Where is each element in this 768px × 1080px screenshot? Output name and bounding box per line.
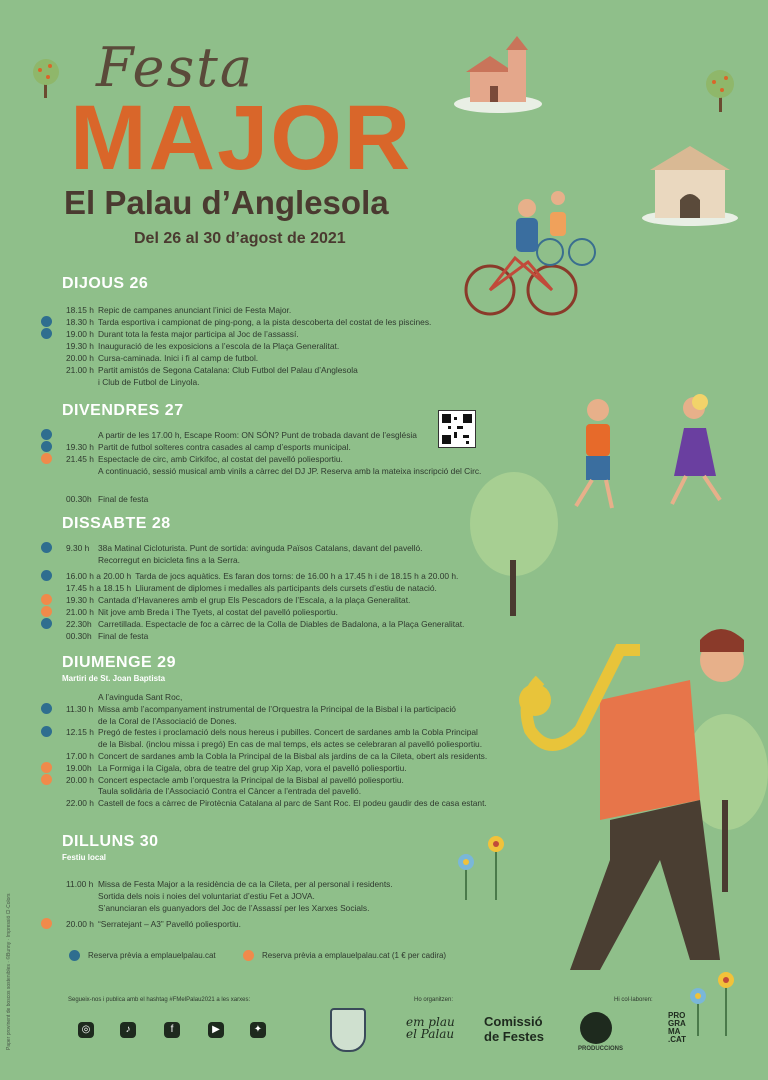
producciones-logo-icon xyxy=(580,1012,612,1044)
schedule-row xyxy=(66,543,423,553)
reserve-blue-icon xyxy=(41,542,52,553)
chapel-icon xyxy=(642,146,738,226)
row-time: 00.30h xyxy=(66,494,92,504)
schedule-row xyxy=(66,583,437,593)
twitter-icon[interactable]: ✦ xyxy=(250,1022,266,1038)
row-text: de la Bisbal. (inclou missa i pregó) En cas de mal temps, els actes se celebraran al pavelló poliesportiu. xyxy=(98,739,483,750)
schedule-row xyxy=(66,716,237,726)
row-time: 20.00 h xyxy=(66,919,94,929)
row-time: 19.30 h xyxy=(66,341,94,351)
row-text: “Serratejant – A3” Pavelló poliesportiu. xyxy=(98,919,241,929)
town-seal-icon xyxy=(330,1008,366,1052)
schedule-row xyxy=(66,631,148,641)
row-time: 19.30 h xyxy=(66,442,94,452)
major-title: MAJOR xyxy=(70,87,413,189)
schedule-row xyxy=(66,305,291,315)
row-time: 12.15 h xyxy=(66,727,94,738)
row-time: 22.00 h xyxy=(66,798,94,809)
row-text: Carretillada. Espectacle de foc a càrrec de la Colla de Diables de Badalona, a la Plaça Generalitat. xyxy=(98,619,465,629)
reserve-blue-icon xyxy=(41,703,52,714)
schedule-row xyxy=(66,903,369,913)
reserve-blue-icon xyxy=(41,441,52,452)
row-text: Repic de campanes anunciant l’inici de Festa Major. xyxy=(98,305,292,315)
row-time: 16.00 h a 20.00 h xyxy=(66,571,132,581)
row-text: Durant tota la festa major participa al Joc de l’assassí. xyxy=(98,329,299,339)
row-text: Final de festa xyxy=(98,494,149,504)
schedule-row xyxy=(66,442,351,452)
row-text: Pregó de festes i proclamació dels nous hereus i pubilles. Concert de sardanes amb la Cobla Principal xyxy=(98,727,478,738)
row-text: Espectacle de circ, amb Cirkifoc, al costat del pavelló poliesportiu. xyxy=(98,454,343,464)
row-text: Concert de sardanes amb la Cobla la Principal de la Bisbal als jardins de ca la Cileta, obert als residents. xyxy=(98,751,488,761)
row-time: 18.30 h xyxy=(66,317,94,327)
social-hashtag-text: Segueix-nos i publica amb el hashtag #FMelPalau2021 a les xarxes: xyxy=(68,997,251,1003)
legend-orange: Reserva prèvia a emplauelpalau.cat (1 € per cadira) xyxy=(262,951,447,960)
schedule-row xyxy=(66,365,358,375)
row-time: 00.30h xyxy=(66,631,92,641)
row-text: Recorregut en bicicleta fins a la Serra. xyxy=(98,555,240,565)
reserve-orange-icon xyxy=(41,762,52,773)
schedule-row xyxy=(66,430,417,440)
reserve-blue-icon xyxy=(41,618,52,629)
row-time: 21.45 h xyxy=(66,454,94,464)
schedule-row xyxy=(66,775,404,785)
row-text: Nit jove amb Breda i The Tyets, al costat del pavelló poliesportiu. xyxy=(98,607,338,617)
youtube-icon[interactable]: ▶ xyxy=(208,1022,224,1038)
reserve-blue-icon xyxy=(41,429,52,440)
row-time: 17.00 h xyxy=(66,751,94,761)
day-heading: DIVENDRES 27 xyxy=(62,402,184,419)
bicycle-icon xyxy=(466,191,595,314)
day-heading: DISSABTE 28 xyxy=(62,515,171,532)
tree-icon xyxy=(33,59,59,98)
day-subtitle: Martiri de St. Joan Baptista xyxy=(62,674,166,683)
collaborators-label: Hi col·laboren: xyxy=(614,997,653,1003)
row-text: Final de festa xyxy=(98,631,149,641)
day-subtitle: Festiu local xyxy=(62,853,107,862)
schedule-row xyxy=(66,353,258,363)
schedule-row xyxy=(66,798,487,808)
organizers-label: Ho organitzen: xyxy=(414,997,454,1003)
row-time: 20.00 h xyxy=(66,774,94,785)
reserve-orange-icon xyxy=(41,606,52,617)
legend-blue: Reserva prèvia a emplauelpalau.cat xyxy=(88,951,216,960)
schedule-row xyxy=(66,555,240,565)
facebook-icon[interactable]: f xyxy=(164,1022,180,1038)
dancer-icon xyxy=(672,394,720,504)
row-text: Partit amistós de Segona Catalana: Club Futbol del Palau d’Anglesola xyxy=(98,365,358,375)
reserve-blue-icon xyxy=(69,950,80,961)
row-text: S’anunciaran els guanyadors del Joc de l’Assassí per les Xarxes Socials. xyxy=(98,903,370,913)
schedule-row xyxy=(66,341,339,351)
qr-icon xyxy=(439,411,475,447)
row-text: de la Coral de l’Associació de Dones. xyxy=(98,715,237,726)
festa-title: Festa xyxy=(96,36,255,99)
day-heading: DIUMENGE 29 xyxy=(62,654,176,671)
row-text: La Formiga i la Cigala, obra de teatre del grup Xip Xap, vora el pavelló poliesportiu. xyxy=(98,762,407,773)
row-text: Cursa-caminada. Inici i fi al camp de futbol. xyxy=(98,353,259,363)
instagram-icon[interactable]: ◎ xyxy=(78,1022,94,1038)
row-time: 19.30 h xyxy=(66,595,94,605)
schedule-row xyxy=(66,571,458,581)
reserve-orange-icon xyxy=(41,453,52,464)
row-time: 17.45 h a 18.15 h xyxy=(66,583,132,593)
row-text: Missa amb l’acompanyament instrumental de l’Orquestra la Principal de la Bisbal i la participació xyxy=(98,703,456,714)
row-time: 21.00 h xyxy=(66,365,94,375)
schedule-row xyxy=(66,919,241,929)
schedule-row xyxy=(66,494,148,504)
schedule-row xyxy=(66,739,482,749)
comissio-line1: Comissió xyxy=(484,1014,543,1029)
side-credit-text: Paper provinent de boscos sostenibles · ©Bunny · Impressió Cl·Colors xyxy=(6,893,12,1050)
schedule-row xyxy=(66,692,182,702)
row-time: 19.00h xyxy=(66,762,92,773)
reserve-blue-icon xyxy=(41,570,52,581)
schedule-row xyxy=(66,879,393,889)
reserve-blue-icon xyxy=(41,328,52,339)
row-text: Taula solidària de l’Associació Contra el Càncer a l’entrada del pavelló. xyxy=(98,786,362,797)
schedule-row xyxy=(66,595,410,605)
row-text: Cantada d’Havaneres amb el grup Els Pescadors de l’Escala, a la plaça Generalitat. xyxy=(98,595,411,605)
row-text: Inauguració de les exposicions a l’escola de la Plaça Generalitat. xyxy=(98,341,340,351)
reserve-orange-icon xyxy=(41,774,52,785)
schedule-row xyxy=(66,704,456,714)
reserve-orange-icon xyxy=(41,918,52,929)
tiktok-icon[interactable]: ♪ xyxy=(120,1022,136,1038)
row-text: Castell de focs a càrrec de Pirotècnia Catalana al parc de Sant Roc. El podeu gaudir des de casa estant. xyxy=(98,798,487,809)
producciones-label: PRODUCCIONS xyxy=(578,1046,624,1052)
row-text: A continuació, sessió musical amb vinils a càrrec del DJ JP. Reserva amb la mateixa inscripció del Circ. xyxy=(98,466,482,476)
em-plau-logo: em plau el Palau xyxy=(406,1015,455,1041)
schedule-row xyxy=(66,466,481,476)
row-time: 19.00 h xyxy=(66,329,94,339)
programa-logo: PRO GRA MA .CAT xyxy=(668,1011,687,1044)
comissio-line2: de Festes xyxy=(484,1029,544,1044)
reserve-orange-icon xyxy=(41,594,52,605)
town-name: El Palau d’Anglesola xyxy=(64,184,389,221)
tree-icon xyxy=(706,70,734,112)
schedule-row xyxy=(66,763,407,773)
row-text: i Club de Futbol de Linyola. xyxy=(98,377,200,387)
schedule-row xyxy=(66,727,478,737)
row-time: 11.00 h xyxy=(66,879,94,889)
row-time: 9.30 h xyxy=(66,543,90,553)
row-time: 21.00 h xyxy=(66,607,94,617)
schedule-row xyxy=(66,607,338,617)
reserve-orange-icon xyxy=(243,950,254,961)
schedule-row xyxy=(66,891,315,901)
tree-icon xyxy=(470,472,558,616)
row-text: 38a Matinal Cicloturista. Punt de sortida: avinguda Països Catalans, davant del pavelló. xyxy=(98,543,423,553)
row-time: 20.00 h xyxy=(66,353,94,363)
schedule-row xyxy=(66,751,487,761)
row-text: Concert espectacle amb l’orquestra la Principal de la Bisbal al pavelló poliesportiu. xyxy=(98,774,404,785)
qr-code[interactable] xyxy=(438,410,476,448)
comissio-logo xyxy=(484,1014,544,1044)
row-text: Tarda de jocs aquàtics. Es faran dos torns: de 16.00 h a 17.45 h i de 18.15 h a 20.00 h. xyxy=(135,571,459,581)
church-icon xyxy=(454,36,542,113)
event-dates: Del 26 al 30 d’agost de 2021 xyxy=(134,230,346,247)
schedule-row xyxy=(66,454,343,464)
schedule-row xyxy=(66,786,361,796)
row-time: 22.30h xyxy=(66,619,92,629)
row-text: Lliurament de diplomes i medalles als participants dels cursets d’estiu de natació. xyxy=(135,583,437,593)
row-text: Sortida dels nois i noies del voluntariat d’estiu Fet a JOVA. xyxy=(98,891,315,901)
day-heading: DILLUNS 30 xyxy=(62,833,159,850)
row-time: 11.30 h xyxy=(66,703,94,714)
dancer-icon xyxy=(576,399,612,508)
row-text: A l’avinguda Sant Roc, xyxy=(98,692,183,702)
row-text: Partit de futbol solteres contra casades al camp d’esports municipal. xyxy=(98,442,351,452)
row-text: Missa de Festa Major a la residència de ca la Cileta, per al personal i residents. xyxy=(98,879,393,889)
schedule-row xyxy=(66,377,200,387)
schedule-row xyxy=(66,329,299,339)
row-text: A partir de les 17.00 h, Escape Room: ON SÓN? Punt de trobada davant de l’església xyxy=(98,430,417,440)
day-heading: DIJOUS 26 xyxy=(62,275,149,292)
schedule-row xyxy=(66,317,431,327)
row-time: 18.15 h xyxy=(66,305,94,315)
row-text: Tarda esportiva i campionat de ping-pong, a la pista descoberta del costat de les piscines. xyxy=(98,317,432,327)
reserve-blue-icon xyxy=(41,316,52,327)
schedule-row xyxy=(66,619,464,629)
